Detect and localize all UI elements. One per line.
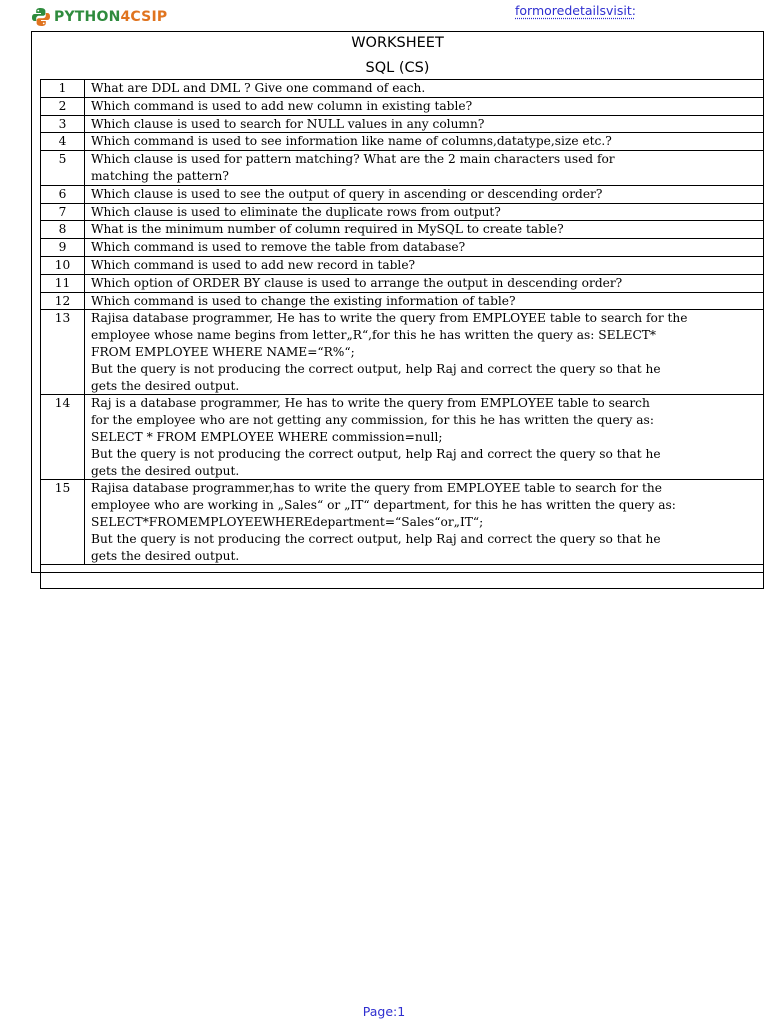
question-text-line: Which command is used to remove the table from database? xyxy=(91,240,466,255)
python-logo-icon xyxy=(31,7,51,27)
questions-table xyxy=(40,79,764,589)
page-number: Page:1 xyxy=(362,1004,406,1019)
question-number: 3 xyxy=(41,115,85,133)
question-text-line: Rajisa database programmer, He has to write the query from EMPLOYEE table to search for the xyxy=(91,311,688,326)
worksheet-subtitle: SQL (CS) xyxy=(365,60,430,76)
question-number: 6 xyxy=(41,185,85,203)
question-text xyxy=(85,80,764,98)
more-details-link[interactable]: formoredetailsvisit: xyxy=(515,3,636,18)
question-row xyxy=(41,151,764,186)
question-text-line: for the employee who are not getting any commission, for this he has written the query as: xyxy=(91,413,654,428)
question-text-line: Which clause is used to see the output of query in ascending or descending order? xyxy=(91,186,603,201)
brand-name-part-1: PYTHON xyxy=(54,9,121,25)
question-text-line: gets the desired output. xyxy=(91,463,240,478)
question-number: 1 xyxy=(41,80,85,98)
question-row xyxy=(41,256,764,274)
question-text xyxy=(85,151,764,186)
brand-logo xyxy=(31,7,167,27)
question-text-line: But the query is not producing the correct output, help Raj and correct the query so that he xyxy=(91,446,661,461)
question-number: 4 xyxy=(41,133,85,151)
question-text xyxy=(85,256,764,274)
question-row xyxy=(41,274,764,292)
question-text-line: employee who are working in „Sales“ or „IT“ department, for this he has written the query as: xyxy=(91,498,676,513)
question-text xyxy=(85,203,764,221)
question-number: 13 xyxy=(41,310,85,395)
question-number: 8 xyxy=(41,221,85,239)
question-text-line: FROM EMPLOYEE WHERE NAME=“R%“; xyxy=(91,344,355,359)
question-text-line: SELECT * FROM EMPLOYEE WHERE commission=null; xyxy=(91,429,443,444)
question-row xyxy=(41,310,764,395)
question-text xyxy=(85,133,764,151)
question-text xyxy=(85,185,764,203)
question-text-line: Which clause is used to search for NULL values in any column? xyxy=(91,116,485,131)
question-number: 15 xyxy=(41,480,85,565)
questions-table-body xyxy=(41,80,764,589)
question-number: 11 xyxy=(41,274,85,292)
question-row xyxy=(41,80,764,98)
question-row xyxy=(41,395,764,480)
empty-table-row xyxy=(41,565,764,589)
question-text-line: gets the desired output. xyxy=(91,378,240,393)
brand-name-part-2: 4CSIP xyxy=(120,9,168,25)
question-text xyxy=(85,480,764,565)
question-text-line: Which command is used to change the existing information of table? xyxy=(91,293,516,308)
question-text-line: Which option of ORDER BY clause is used to arrange the output in descending order? xyxy=(91,275,623,290)
question-text-line: Raj is a database programmer, He has to write the query from EMPLOYEE table to search xyxy=(91,396,650,411)
empty-table-cell xyxy=(41,565,764,589)
question-row xyxy=(41,97,764,115)
question-row xyxy=(41,133,764,151)
question-row xyxy=(41,185,764,203)
question-row xyxy=(41,221,764,239)
question-number: 7 xyxy=(41,203,85,221)
question-number: 14 xyxy=(41,395,85,480)
question-text-line: Which command is used to add new record in table? xyxy=(91,257,416,272)
question-row xyxy=(41,115,764,133)
question-text xyxy=(85,97,764,115)
question-row xyxy=(41,203,764,221)
question-text xyxy=(85,292,764,310)
question-text-line: But the query is not producing the correct output, help Raj and correct the query so that he xyxy=(91,531,661,546)
question-text-line: matching the pattern? xyxy=(91,168,229,183)
question-number: 10 xyxy=(41,256,85,274)
worksheet-frame xyxy=(31,31,764,573)
question-row xyxy=(41,239,764,257)
question-text xyxy=(85,221,764,239)
worksheet-title: WORKSHEET xyxy=(351,35,444,51)
question-text xyxy=(85,274,764,292)
question-text-line: SELECT*FROMEMPLOYEEWHEREdepartment=“Sales“or„IT“; xyxy=(91,514,484,529)
question-text-line: What are DDL and DML ? Give one command of each. xyxy=(91,81,426,95)
question-text-line: employee whose name begins from letter„R“,for this he has written the query as: SELECT* xyxy=(91,328,656,343)
question-number: 12 xyxy=(41,292,85,310)
question-number: 9 xyxy=(41,239,85,257)
brand-name xyxy=(54,9,167,25)
question-text xyxy=(85,395,764,480)
question-text-line: Which command is used to add new column in existing table? xyxy=(91,98,473,113)
question-row xyxy=(41,292,764,310)
question-number: 5 xyxy=(41,151,85,186)
question-row xyxy=(41,480,764,565)
question-text xyxy=(85,239,764,257)
question-text-line: Which clause is used for pattern matching? What are the 2 main characters used for xyxy=(91,152,615,167)
question-number: 2 xyxy=(41,97,85,115)
question-text-line: Which clause is used to eliminate the duplicate rows from output? xyxy=(91,204,501,219)
question-text xyxy=(85,310,764,395)
question-text-line: But the query is not producing the correct output, help Raj and correct the query so that he xyxy=(91,361,661,376)
question-text xyxy=(85,115,764,133)
question-text-line: Rajisa database programmer,has to write the query from EMPLOYEE table to search for the xyxy=(91,481,662,496)
question-text-line: gets the desired output. xyxy=(91,548,240,563)
question-text-line: Which command is used to see information like name of columns,datatype,size etc.? xyxy=(91,134,612,149)
question-text-line: What is the minimum number of column required in MySQL to create table? xyxy=(91,222,564,237)
